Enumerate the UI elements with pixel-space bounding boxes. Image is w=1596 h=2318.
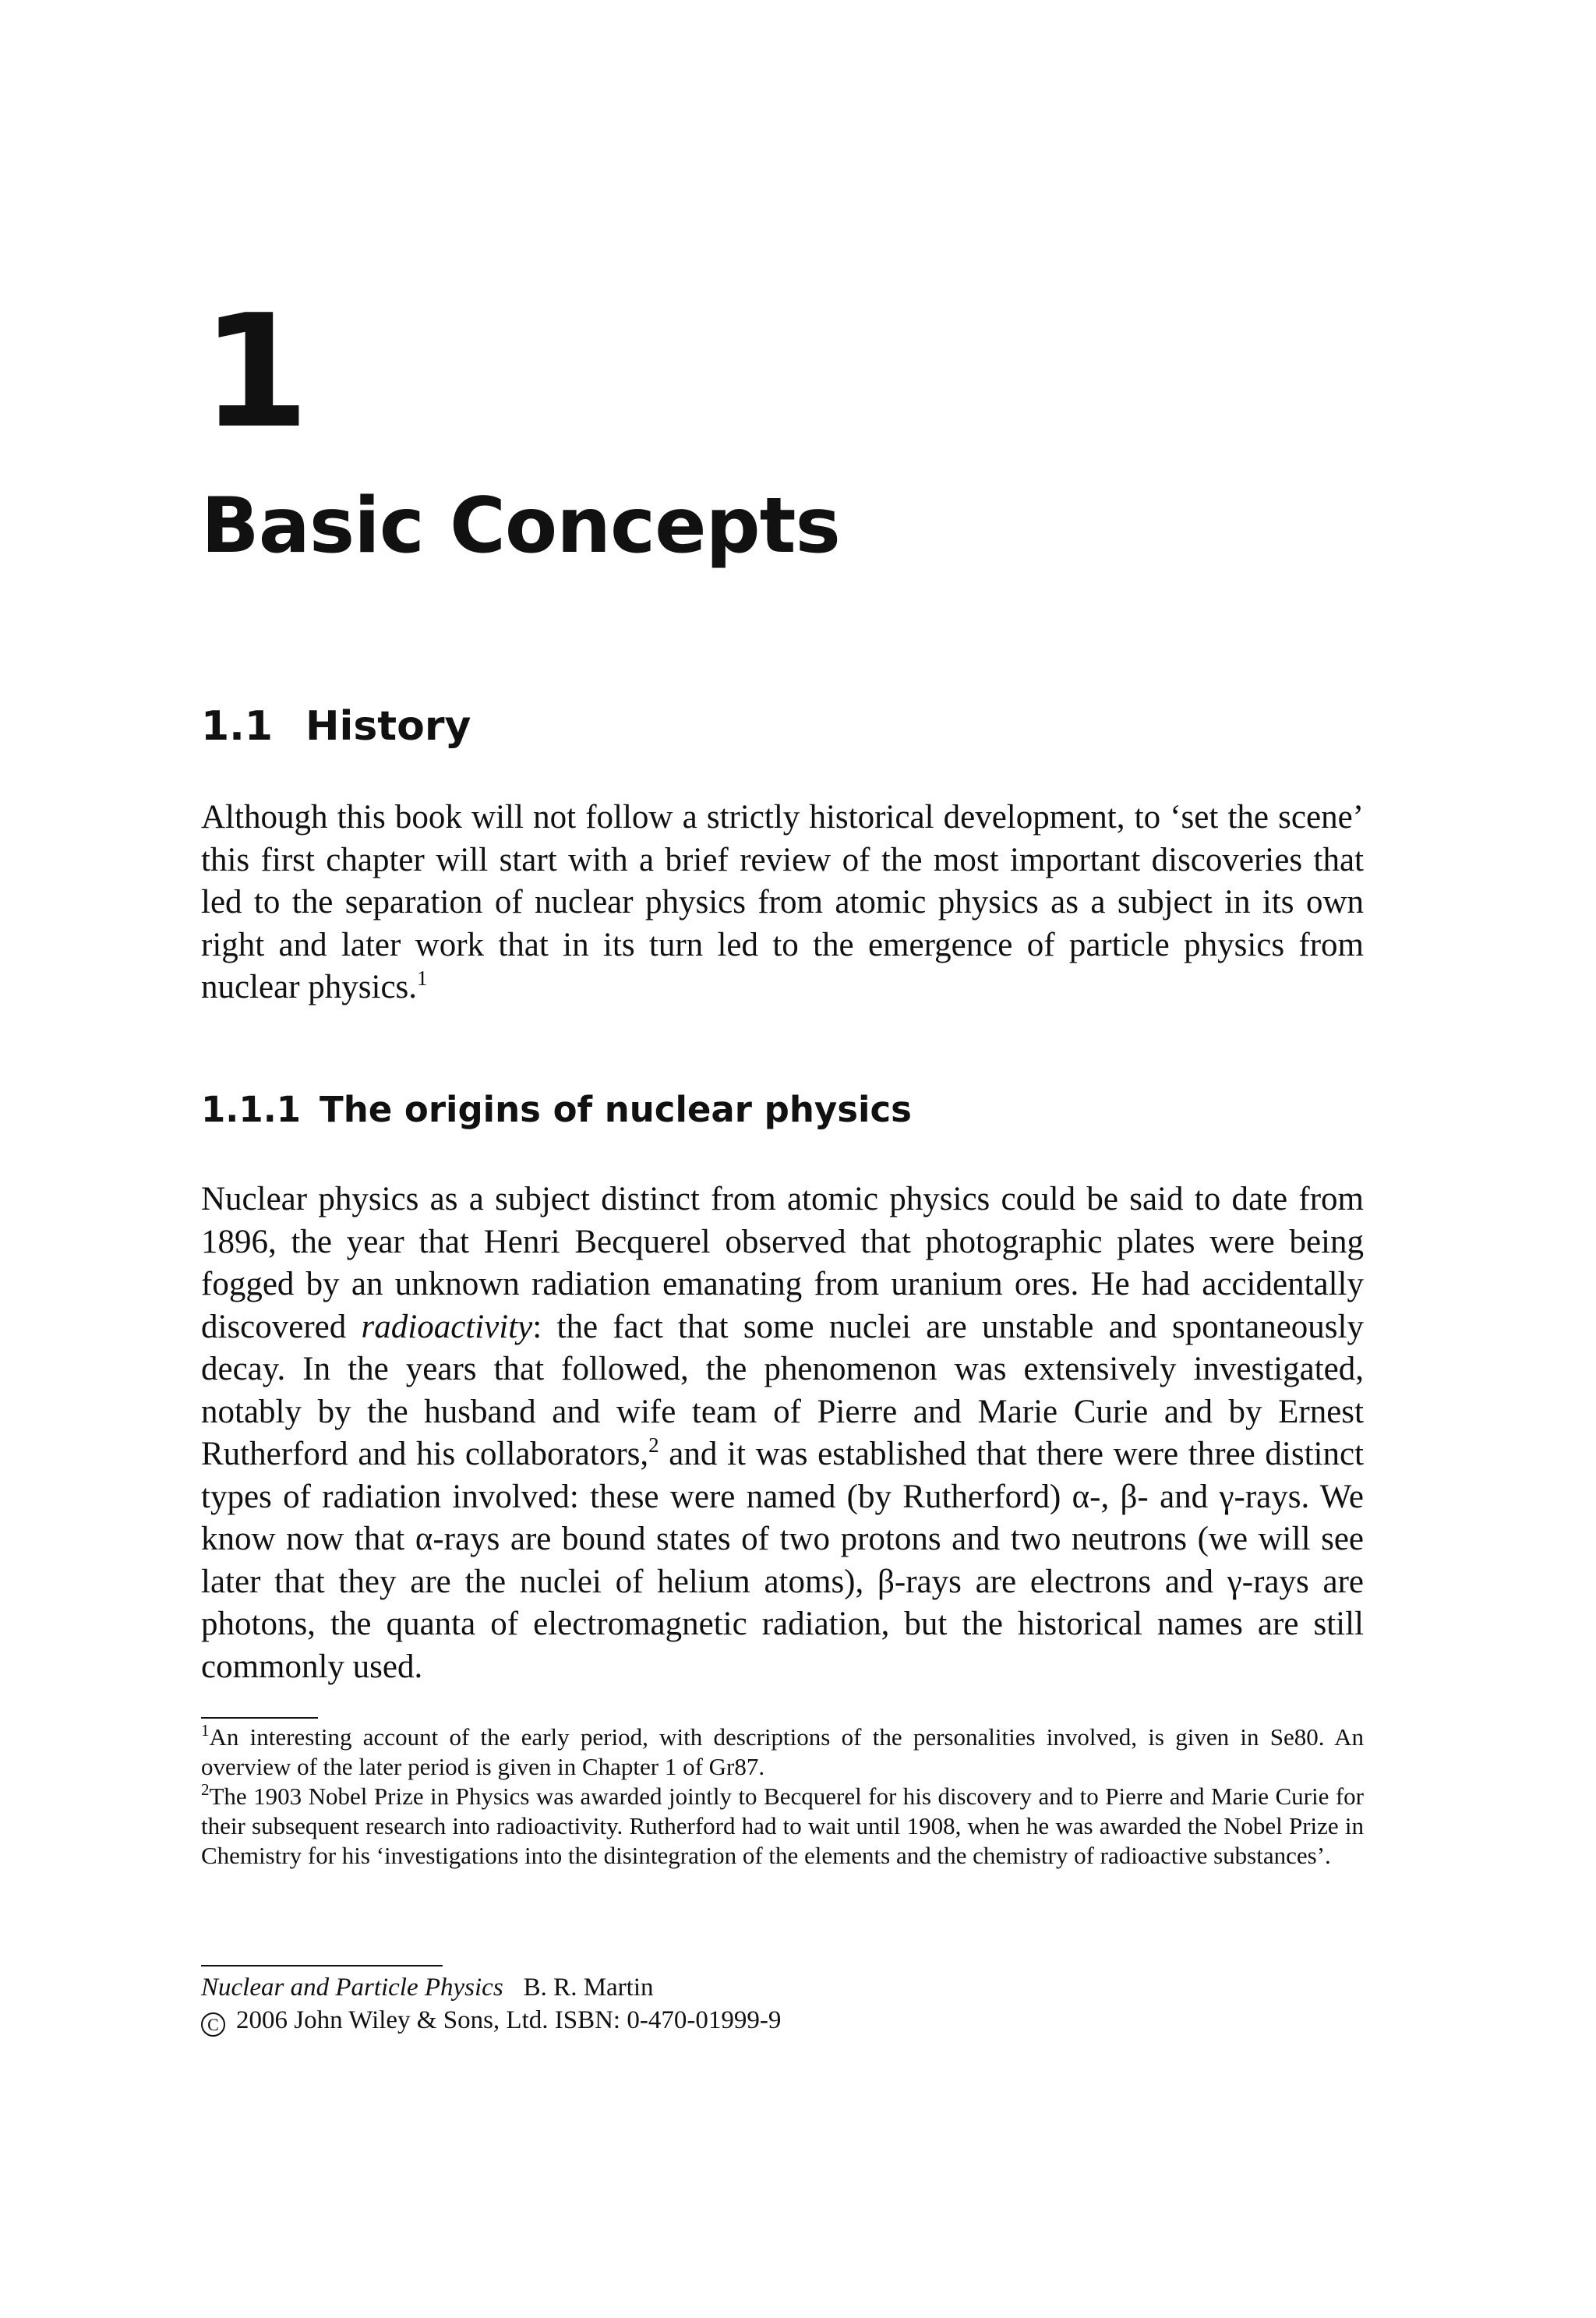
book-title: Nuclear and Particle Physics	[201, 1973, 503, 2002]
subsection-heading	[201, 1087, 912, 1132]
footnote-text: An interesting account of the early period, with descriptions of the personalities involved, is given in Se80. An overview of the later period is given in Chapter 1 of Gr87.	[201, 1723, 1364, 1780]
book-author: B. R. Martin	[523, 1973, 654, 2002]
paragraph-text: Although this book will not follow a strictly historical development, to ‘set the scene’ this first chapter will start with a brief review of the most important discoveries that led to the separation of nuclear physics from atomic physics as a subject in its own right and later work that in its turn led to the emergence of particle physics from nuclear physics.	[201, 799, 1364, 1005]
footnote-marker: 1	[201, 1721, 210, 1740]
footnote-reference: 1	[417, 966, 428, 990]
footnotes	[201, 1723, 1364, 1871]
chapter-number: 1	[201, 281, 307, 463]
subsection-title: The origins of nuclear physics	[320, 1089, 912, 1130]
credit-divider	[201, 1965, 443, 1966]
copyright-text: 2006 John Wiley & Sons, Ltd. ISBN: 0-470-01999-9	[236, 2006, 782, 2034]
paragraph-text-part3: and it was established that there were three distinct types of radiation involved: these were named (by Rutherford) α-, β- and γ-rays. We know now that α-rays are bound states of two protons and two neutrons (we will see later that they are the nuclei of helium atoms), β-rays are electrons and γ-rays are photons, the quanta of electromagnetic radiation, but the historical names are still commonly used.	[201, 1436, 1365, 1685]
footnote-text: The 1903 Nobel Prize in Physics was awarded jointly to Becquerel for his discovery and to Pierre and Marie Curie for their subsequent research into radioactivity. Rutherford had to wait until 1908, when he was awarded the Nobel Prize in Chemistry for his ‘investigations into the disintegration of the elements and the chemistry of radioactive substances’.	[201, 1783, 1364, 1869]
footnote	[201, 1782, 1364, 1871]
section-heading	[201, 701, 471, 751]
subsection-number: 1.1.1	[201, 1089, 302, 1130]
footnote-reference: 2	[648, 1433, 659, 1457]
paragraph-text-part2: : the fact that some nuclei are unstable and spontaneously decay. In the years that followed, the phenomenon was extensively investigated, notably by the husband and wife team of Pierre and Marie Curie and by Ernest Rutherford and his collaborators,	[201, 1308, 1364, 1472]
credit-line-2	[201, 2004, 781, 2037]
paragraph-text-part1: Nuclear physics as a subject distinct from atomic physics could be said to date from 1896, the year that Henri Becquerel observed that photographic plates were being fogged by an unknown radiation emanating from uranium ores. He had accidentally discovered	[201, 1181, 1364, 1345]
credit-line-1	[201, 1971, 781, 2004]
book-credit	[201, 1971, 781, 2037]
subsection-paragraph	[201, 1178, 1364, 1688]
section-title: History	[305, 703, 471, 750]
footnote	[201, 1723, 1364, 1782]
chapter-title: Basic Concepts	[201, 482, 840, 571]
emphasized-term: radioactivity	[361, 1308, 533, 1345]
footnote-marker: 2	[201, 1780, 210, 1799]
copyright-icon: C	[201, 2012, 225, 2037]
footnote-divider	[201, 1717, 318, 1719]
section-paragraph	[201, 797, 1364, 1009]
section-number: 1.1	[201, 703, 274, 750]
